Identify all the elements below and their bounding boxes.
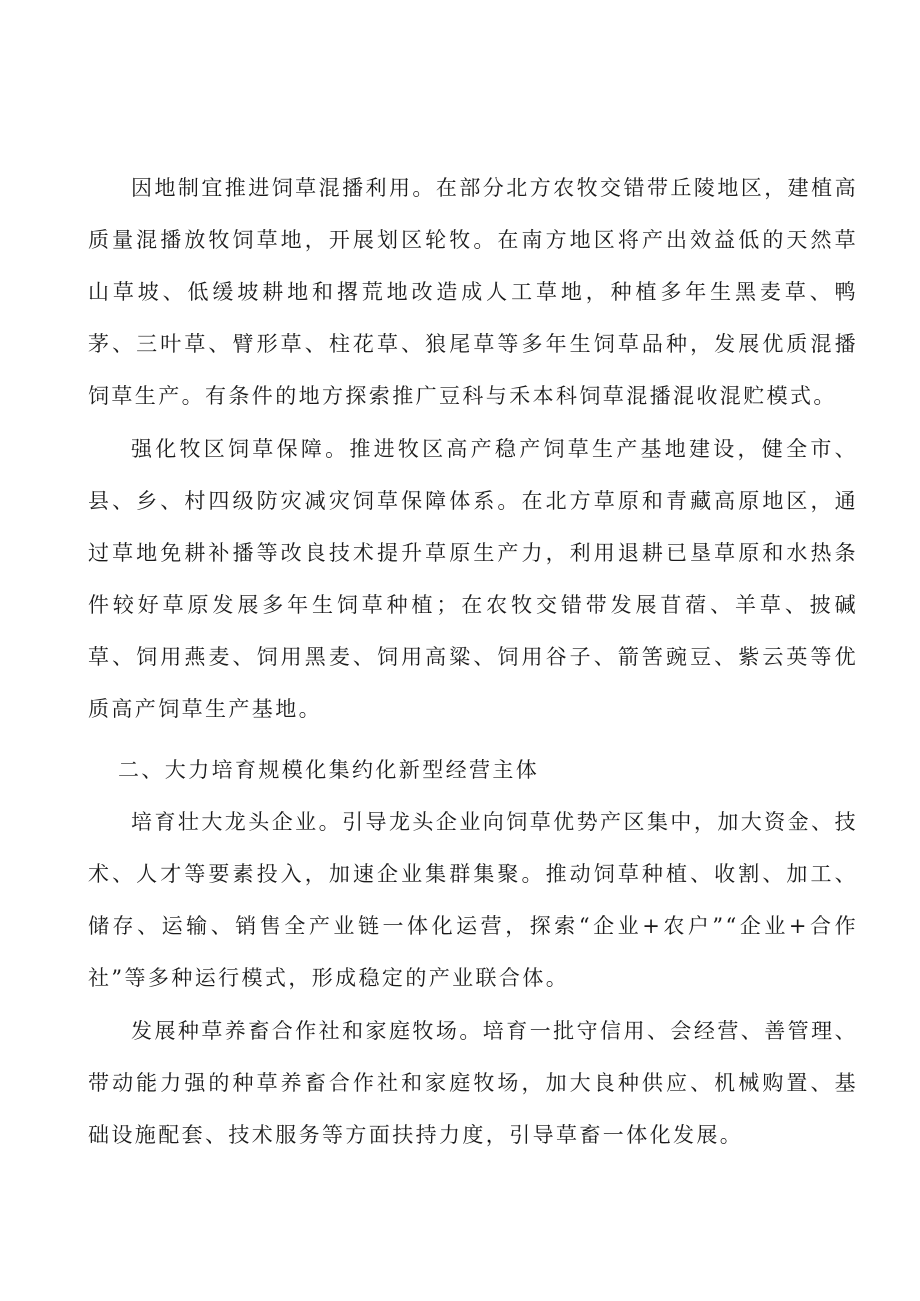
paragraph-leading-enterprises: 培育壮大龙头企业。引导龙头企业向饲草优势产区集中，加大资金、技术、人才等要素投入，加速企业集群集聚。推动饲草种植、收割、加工、储存、运输、销售全产业链一体化运营，探索“企业+农户”“企业+合作社”等多种运行模式，形成稳定的产业联合体。 <box>88 810 858 990</box>
section-heading: 二、大力培育规模化集约化新型经营主体 <box>118 758 540 782</box>
paragraph-forage-mixed-sowing: 因地制宜推进饲草混播利用。在部分北方农牧交错带丘陵地区，建植高质量混播放牧饲草地，开展划区轮牧。在南方地区将产出效益低的天然草山草坡、低缓坡耕地和撂荒地改造成人工草地，种植多年生黑麦草、鸭茅、三叶草、臂形草、柱花草、狼尾草等多年生饲草品种，发展优质混播饲草生产。有条件的地方探索推广豆科与禾本科饲草混播混收混贮模式。 <box>88 176 858 408</box>
paragraph-cooperatives-family-farms: 发展种草养畜合作社和家庭牧场。培育一批守信用、会经营、善管理、带动能力强的种草养畜合作社和家庭牧场，加大良种供应、机械购置、基础设施配套、技术服务等方面扶持力度，引导草畜一体化发展。 <box>88 1019 858 1147</box>
paragraph-pastoral-forage-security: 强化牧区饲草保障。推进牧区高产稳产饲草生产基地建设，健全市、县、乡、村四级防灾减灾饲草保障体系。在北方草原和青藏高原地区，通过草地免耕补播等改良技术提升草原生产力，利用退耕已垦草原和水热条件较好草原发展多年生饲草种植；在农牧交错带发展苜蓿、羊草、披碱草、饲用燕麦、饲用黑麦、饲用高粱、饲用谷子、箭筈豌豆、紫云英等优质高产饲草生产基地。 <box>88 437 858 721</box>
